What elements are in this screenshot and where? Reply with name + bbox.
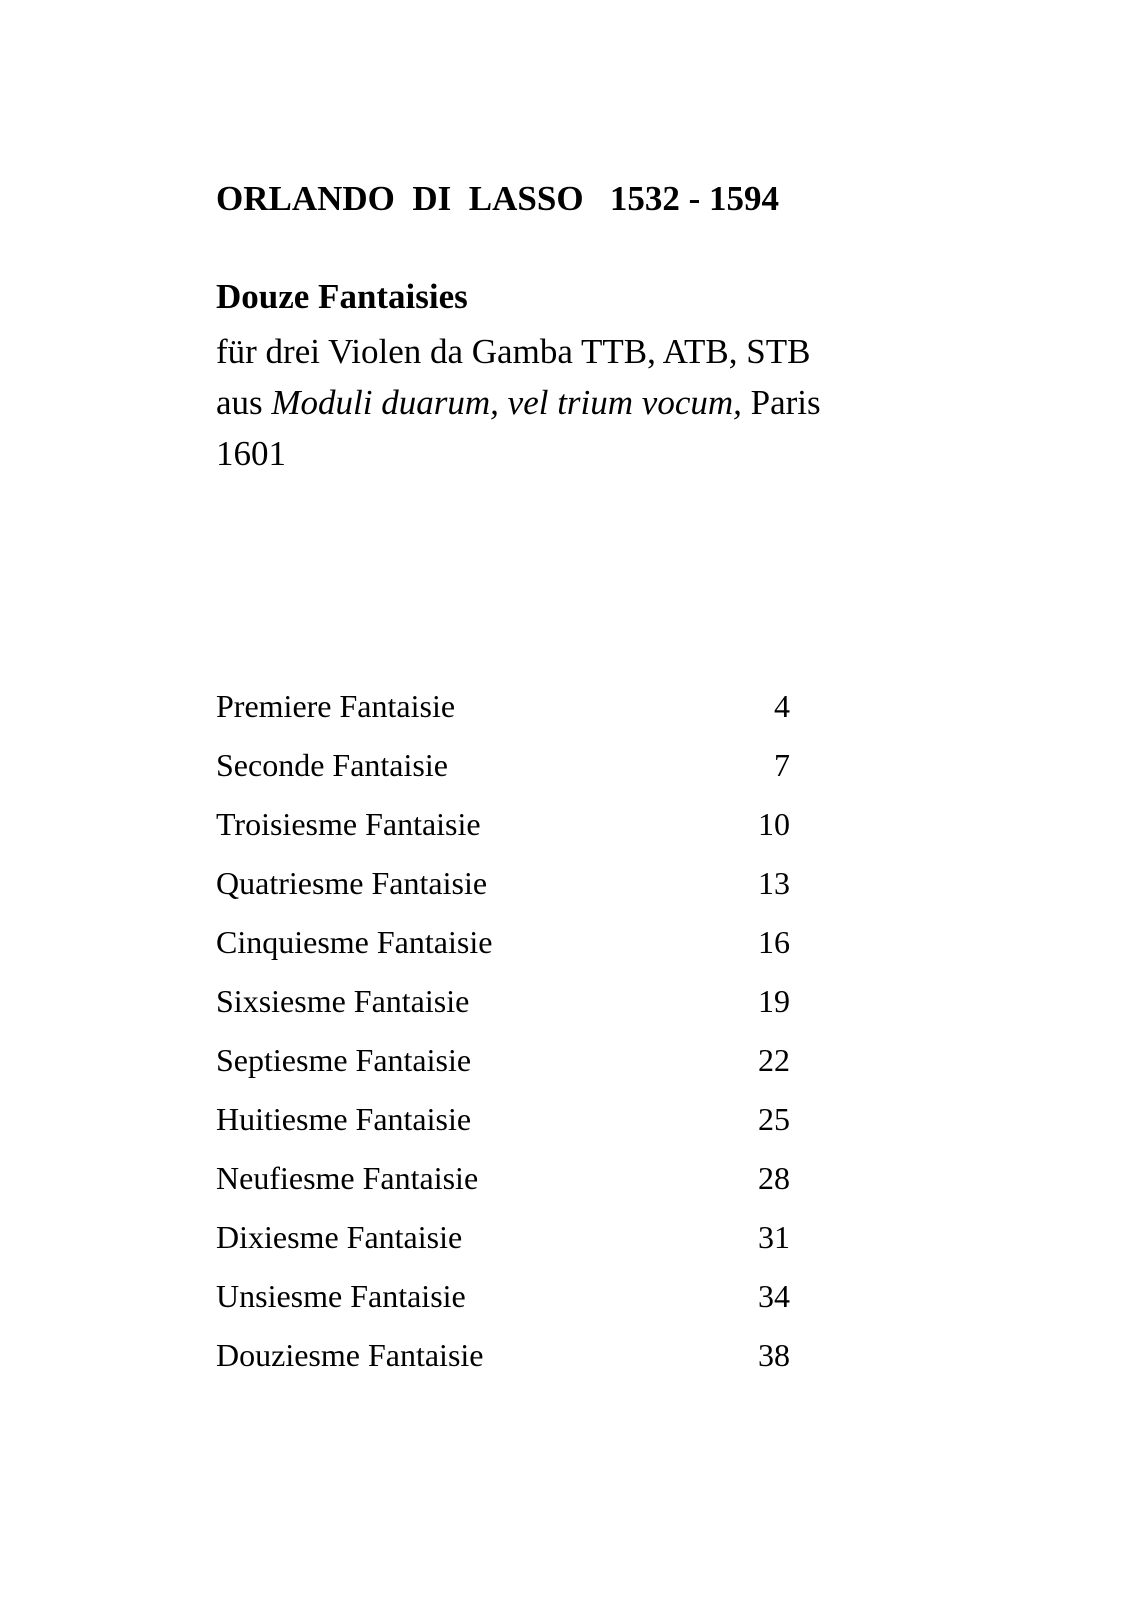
toc-entry: [216, 795, 790, 854]
toc-entry: [216, 1031, 790, 1090]
toc-entry-title: Septiesme Fantaisie: [216, 1042, 472, 1078]
toc-entry-page: 13: [758, 865, 790, 901]
toc-entry-page: 19: [758, 983, 790, 1019]
toc-entry-title: Sixsiesme Fantaisie: [216, 983, 470, 1019]
toc-entry-page: 22: [758, 1042, 790, 1078]
toc-entry-page: 10: [758, 806, 790, 842]
composer-heading: ORLANDO DI LASSO 1532 - 1594: [216, 179, 779, 218]
toc-entry-title: Premiere Fantaisie: [216, 688, 456, 724]
toc-entry-page: 34: [758, 1278, 790, 1314]
toc-entry-page: 4: [774, 688, 790, 724]
toc-entry-page: 31: [758, 1219, 790, 1255]
toc-entry-title: Dixiesme Fantaisie: [216, 1219, 463, 1255]
toc-entry-title: Douziesme Fantaisie: [216, 1337, 484, 1373]
toc-entry-page: 28: [758, 1160, 790, 1196]
toc-entry: [216, 1267, 790, 1326]
toc-entry-page: 38: [758, 1337, 790, 1373]
toc-entry-page: 16: [758, 924, 790, 960]
toc-entry: [216, 1090, 790, 1149]
toc-entry-page: 25: [758, 1101, 790, 1137]
toc-entry-title: Seconde Fantaisie: [216, 747, 448, 783]
source-title: Moduli duarum, vel trium vocum,: [271, 383, 742, 422]
toc-entry-title: Quatriesme Fantaisie: [216, 865, 488, 901]
subtitle-suffix: Paris: [741, 383, 821, 422]
toc-entry-title: Huitiesme Fantaisie: [216, 1101, 472, 1137]
work-subtitle: [216, 326, 916, 479]
work-title: Douze Fantaisies: [216, 277, 468, 316]
toc-entry: [216, 1149, 790, 1208]
subtitle-line-1: für drei Violen da Gamba TTB, ATB, STB: [216, 332, 811, 371]
subtitle-line-2: [216, 377, 916, 428]
toc-entry: [216, 736, 790, 795]
toc-entry: [216, 677, 790, 736]
toc-entry: [216, 1326, 790, 1385]
toc-entry: [216, 913, 790, 972]
toc-entry-title: Troisiesme Fantaisie: [216, 806, 481, 842]
toc-entry: [216, 854, 790, 913]
toc-entry-title: Unsiesme Fantaisie: [216, 1278, 466, 1314]
table-of-contents: [216, 677, 790, 1385]
subtitle-prefix: aus: [216, 383, 272, 422]
toc-entry: [216, 1208, 790, 1267]
toc-entry-title: Cinquiesme Fantaisie: [216, 924, 493, 960]
subtitle-line-3: 1601: [216, 434, 286, 473]
toc-entry-page: 7: [774, 747, 790, 783]
toc-entry-title: Neufiesme Fantaisie: [216, 1160, 479, 1196]
toc-entry: [216, 972, 790, 1031]
